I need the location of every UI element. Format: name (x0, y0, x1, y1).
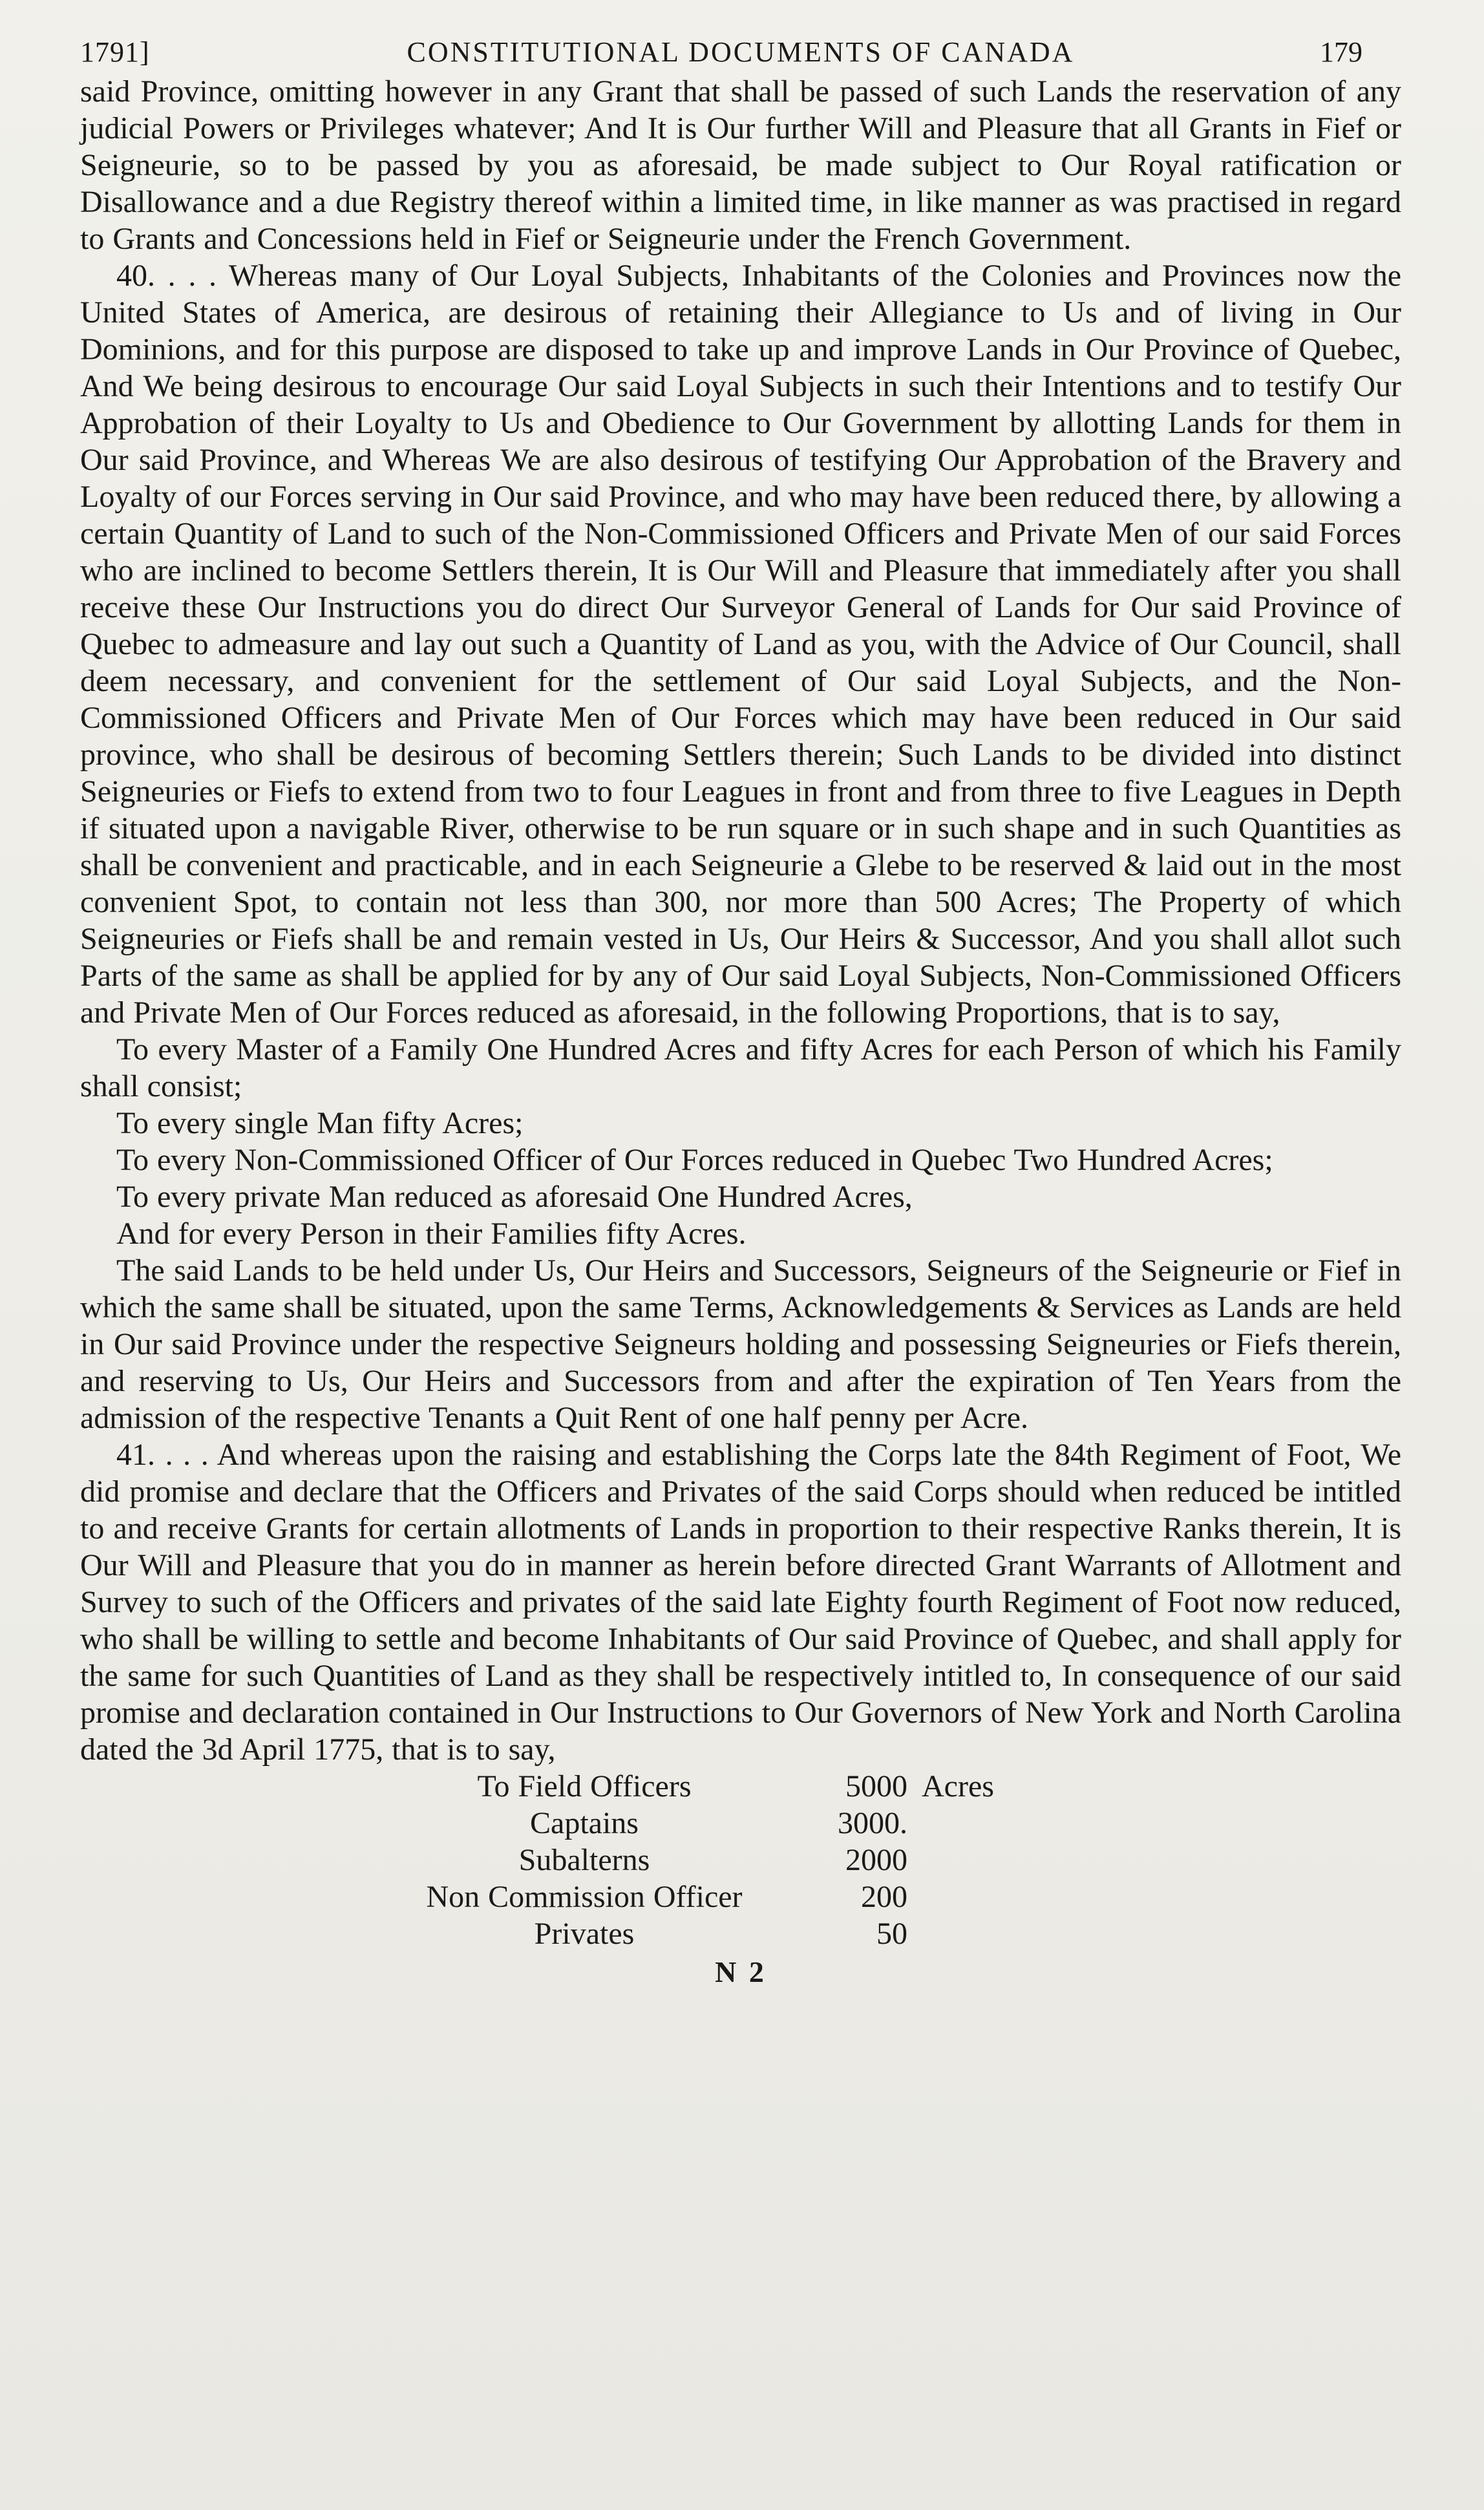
table-row-label: Captains (530, 1806, 639, 1840)
table-row-value: 2000 (845, 1843, 907, 1877)
table-row (384, 1768, 1401, 1805)
table-row (384, 1915, 1401, 1952)
table-row-value: 5000 (845, 1769, 907, 1803)
table-row-value: 3000. (838, 1806, 907, 1840)
table-row (384, 1842, 1401, 1878)
paragraph: And for every Person in their Families fifty Acres. (116, 1217, 747, 1251)
table-row-value: 200 (861, 1880, 907, 1914)
paragraph: said Province, omitting however in any Grant that shall be passed of such Lands the reservation of any judicial Powers or Privileges whatever; And It is Our further Will and Pleasure that all Grants in Fief or Seigneurie, so to be passed by you as aforesaid, be made subject to Our Royal ratification or Disallowance and a due Registry thereof within a limited time, in like manner as was practised in regard to Grants and Concessions held in Fief or Seigneurie under the French Government. (80, 74, 1401, 256)
paragraph: To every Non-Commissioned Officer of Our Forces reduced in Quebec Two Hundred Acres; (116, 1143, 1273, 1177)
table-row (384, 1878, 1401, 1915)
page-title: CONSTITUTIONAL DOCUMENTS OF CANADA (407, 36, 1075, 68)
table-row-label: To Field Officers (477, 1769, 692, 1803)
header-year: 1791] (80, 36, 150, 68)
table-row-unit: Acres (922, 1769, 994, 1803)
table-row-label: Privates (534, 1917, 635, 1951)
paragraph: To every private Man reduced as aforesaid One Hundred Acres, (116, 1180, 913, 1214)
allotment-table (384, 1768, 1401, 1952)
paragraph: 40. . . . Whereas many of Our Loyal Subjects, Inhabitants of the Colonies and Provinces now the United States of America, are desirous of retaining their Allegiance to Us and of living in Our Dominions, and for this purpose are disposed to take up and improve Lands in Our Province of Quebec, And We being desirous to encourage Our said Loyal Subjects in such their Intentions and to testify Our Approbation of their Loyalty to Us and Obedience to Our Government by allotting Lands for them in Our said Province, and Whereas We are also desirous of testifying Our Approbation of the Bravery and Loyalty of our Forces serving in Our said Province, and who may have been reduced there, by allowing a certain Quantity of Land to such of the Non-Commissioned Officers and Private Men of our said Forces who are inclined to become Settlers therein, It is Our Will and Pleasure that immediately after you shall receive these Our Instructions you do direct Our Surveyor General of Lands for Our said Province of Quebec to admeasure and lay out such a Quantity of Land as you, with the Advice of Our Council, shall deem necessary, and convenient for the settlement of Our said Loyal Subjects, and the Non-Commissioned Officers and Private Men of Our Forces which may have been reduced in Our said province, who shall be desirous of becoming Settlers therein; Such Lands to be divided into distinct Seigneuries or Fiefs to extend from two to four Leagues in front and from three to five Leagues in Depth if situated upon a navigable River, otherwise to be run square or in such shape and in such Quantities as shall be convenient and practicable, and in each Seigneurie a Glebe to be reserved & laid out in the most convenient Spot, to contain not less than 300, nor more than 500 Acres; The Property of which Seigneuries or Fiefs shall be and remain vested in Us, Our Heirs & Successor, And you shall allot such Parts of the same as shall be applied for by any of Our said Loyal Subjects, Non-Commissioned Officers and Private Men of Our Forces reduced as aforesaid, in the following Proportions, that is to say, (80, 259, 1401, 1030)
header-page-number: 179 (1320, 36, 1362, 68)
paragraph: The said Lands to be held under Us, Our Heirs and Successors, Seigneurs of the Seigneurie or Fief in which the same shall be situated, upon the same Terms, Acknowledgements & Services as Lands are held in Our said Province under the respective Seigneurs holding and possessing Seigneuries or Fiefs therein, and reserving to Us, Our Heirs and Successors from and after the expiration of Ten Years from the admission of the respective Tenants a Quit Rent of one half penny per Acre. (80, 1253, 1401, 1435)
signature-mark: N 2 (715, 1955, 767, 1988)
paragraph: 41. . . . And whereas upon the raising and establishing the Corps late the 84th Regiment of Foot, We did promise and declare that the Officers and Privates of the said Corps should when reduced be intitled to and receive Grants for certain allotments of Lands in proportion to their respective Ranks therein, It is Our Will and Pleasure that you do in manner as herein before directed Grant Warrants of Allotment and Survey to such of the Officers and privates of the said late Eighty fourth Regiment of Foot now reduced, who shall be willing to settle and become Inhabitants of Our said Province of Quebec, and shall apply for the same for such Quantities of Land as they shall be respectively intitled to, In consequence of our said promise and declaration contained in Our Instructions to Our Governors of New York and North Carolina dated the 3d April 1775, that is to say, (80, 1438, 1401, 1767)
paragraph: To every Master of a Family One Hundred Acres and fifty Acres for each Person of which his Family shall consist; (80, 1032, 1401, 1103)
page-header (80, 34, 1401, 70)
table-row-value: 50 (876, 1917, 907, 1951)
table-row (384, 1805, 1401, 1842)
document-body (80, 73, 1401, 1768)
paragraph: To every single Man fifty Acres; (116, 1106, 524, 1140)
page-footer (80, 1953, 1401, 1990)
table-row-label: Subalterns (518, 1843, 650, 1877)
table-row-label: Non Commission Officer (426, 1880, 743, 1914)
